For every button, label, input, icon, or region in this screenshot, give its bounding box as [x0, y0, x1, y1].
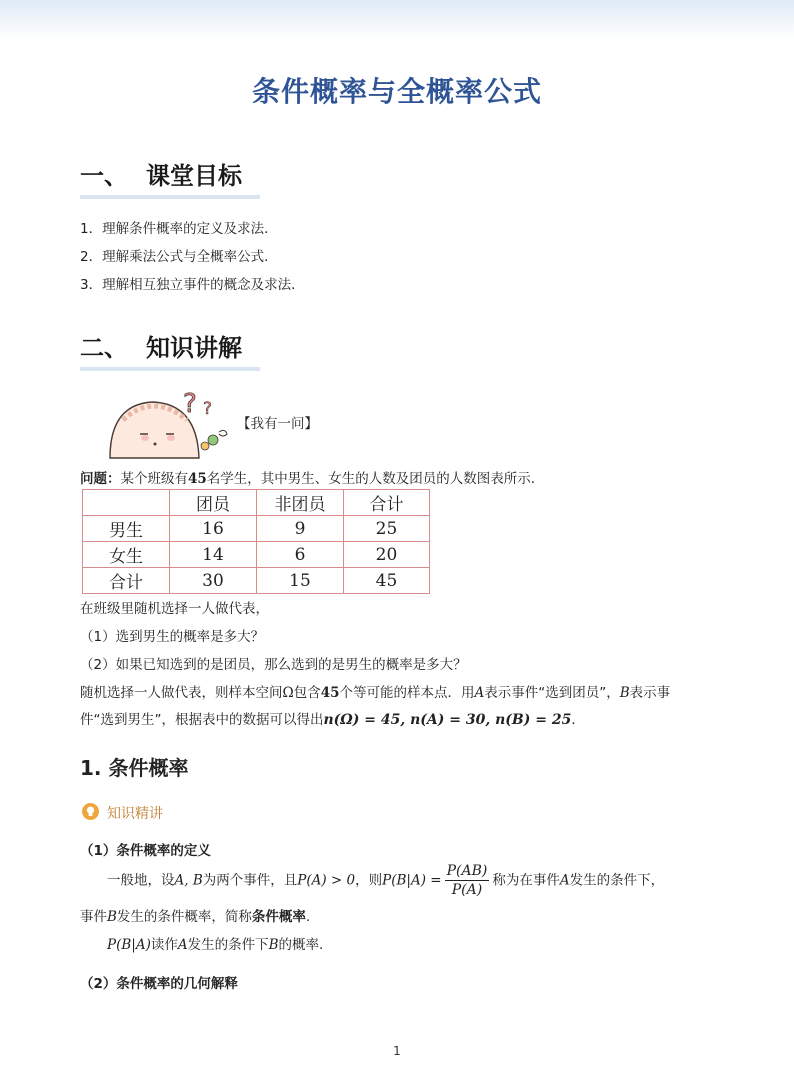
page-number: 1	[393, 1044, 401, 1058]
table-cell: 团员	[170, 490, 257, 516]
goal-item-3: 3．理解相互独立事件的概念及求法．	[80, 277, 305, 293]
reading-line	[107, 933, 323, 953]
section1-title: 课堂目标	[146, 162, 242, 190]
problem-number: 45	[188, 471, 207, 487]
question-2: （2）如果已知选到的是团员，那么选到的是男生的概率是多大？	[80, 657, 467, 673]
problem-label: 问题：	[80, 471, 121, 487]
definition-heading: （1）条件概率的定义	[80, 843, 211, 859]
table-cell: 30	[170, 568, 257, 594]
header-band	[0, 0, 794, 40]
table-header-row	[83, 490, 430, 516]
table-cell: 25	[344, 516, 430, 542]
fraction-numerator: P(AB)	[446, 863, 488, 879]
lightbulb-icon	[82, 803, 99, 820]
sample-space-line-1	[80, 681, 670, 701]
problem-text	[80, 467, 544, 487]
section1-heading	[80, 156, 242, 191]
definition-line-1	[107, 862, 664, 899]
tip-label: 知识精讲	[107, 806, 163, 822]
sample-space-line-2	[80, 708, 585, 728]
count-value: 45	[320, 685, 340, 701]
probability-fraction	[445, 862, 490, 899]
count-formula: n(Ω) = 45, n(A) = 30, n(B) = 25	[323, 712, 572, 728]
table-cell: 45	[344, 568, 430, 594]
events-symbol: A, B	[174, 872, 203, 889]
table-cell: 合计	[83, 568, 170, 594]
event-b-symbol: B	[107, 909, 117, 925]
fraction-denominator: P(A)	[451, 882, 483, 898]
condition-formula: P(A) > 0	[297, 872, 356, 889]
text-fragment: 包含	[293, 685, 321, 701]
data-table	[82, 489, 430, 594]
goal-item-2: 2．理解乘法公式与全概率公式．	[80, 249, 278, 265]
text-fragment: 随机选择一人做代表，则样本空间	[80, 685, 283, 701]
term-bold: 条件概率	[251, 909, 306, 925]
table-cell	[83, 490, 170, 516]
text-fragment: 发生的条件下，	[569, 872, 665, 889]
section2-title: 知识讲解	[146, 334, 242, 362]
text-fragment: 件“选到男生”，根据表中的数据可以得出	[80, 712, 324, 728]
section2-number: 二、	[80, 334, 128, 362]
text-fragment: 的概率.	[278, 937, 324, 953]
conditional-prob-notation: P(B|A)	[107, 937, 151, 953]
table-cell: 男生	[83, 516, 170, 542]
table-cell: 女生	[83, 542, 170, 568]
text-fragment: ．	[571, 712, 585, 728]
text-fragment: 事件	[80, 909, 107, 925]
text-fragment: 个等可能的样本点．用	[339, 685, 475, 701]
table-row	[83, 568, 430, 594]
text-fragment: ，则	[355, 872, 383, 889]
ask-label: 【我有一问】	[237, 416, 318, 432]
table-row	[83, 542, 430, 568]
text-fragment: 一般地，设	[107, 872, 175, 889]
problem-text-post: 名学生，其中男生、女生的人数及团员的人数图表所示．	[206, 471, 545, 487]
event-b-symbol: B	[268, 937, 279, 953]
text-fragment: .	[305, 909, 311, 925]
table-cell: 非团员	[257, 490, 344, 516]
table-cell: 6	[257, 542, 344, 568]
event-a-symbol: A	[474, 685, 485, 701]
text-fragment: 发生的条件概率，简称	[116, 909, 252, 925]
definition-line-2	[80, 905, 310, 925]
svg-text:?: ?	[203, 399, 213, 419]
question-1: （1）选到男生的概率是多大？	[80, 629, 265, 645]
table-cell: 合计	[344, 490, 430, 516]
table-cell: 9	[257, 516, 344, 542]
goal-item-1: 1．理解条件概率的定义及求法．	[80, 221, 278, 237]
mascot-icon	[105, 382, 235, 460]
table-cell: 20	[344, 542, 430, 568]
table-cell: 16	[170, 516, 257, 542]
table-cell: 15	[257, 568, 344, 594]
section1-number: 一、	[80, 162, 128, 190]
svg-text:?: ?	[183, 389, 197, 419]
intro-line: 在班级里随机选择一人做代表，	[80, 601, 269, 617]
text-fragment: 读作	[150, 937, 178, 953]
event-a-symbol: A	[177, 937, 188, 953]
section2-underline	[80, 367, 260, 371]
text-fragment: 发生的条件下	[187, 937, 269, 953]
conditional-prob-lhs: P(B|A) =	[382, 872, 442, 889]
omega-symbol: Ω	[282, 685, 294, 701]
event-b-symbol: B	[619, 685, 630, 701]
text-fragment: 表示事件“选到团员”，	[484, 685, 620, 701]
problem-text-pre: 某个班级有	[120, 471, 188, 487]
page-title: 条件概率与全概率公式	[251, 75, 542, 108]
subsection-heading: 1. 条件概率	[80, 756, 189, 780]
text-fragment: 称为在事件	[492, 872, 560, 889]
text-fragment: 表示事	[629, 685, 671, 701]
table-row	[83, 516, 430, 542]
section2-heading	[80, 328, 242, 363]
section1-underline	[80, 195, 260, 199]
event-a-symbol: A	[559, 872, 570, 889]
text-fragment: 为两个事件，且	[202, 872, 298, 889]
geometric-heading: （2）条件概率的几何解释	[80, 976, 238, 992]
table-cell: 14	[170, 542, 257, 568]
